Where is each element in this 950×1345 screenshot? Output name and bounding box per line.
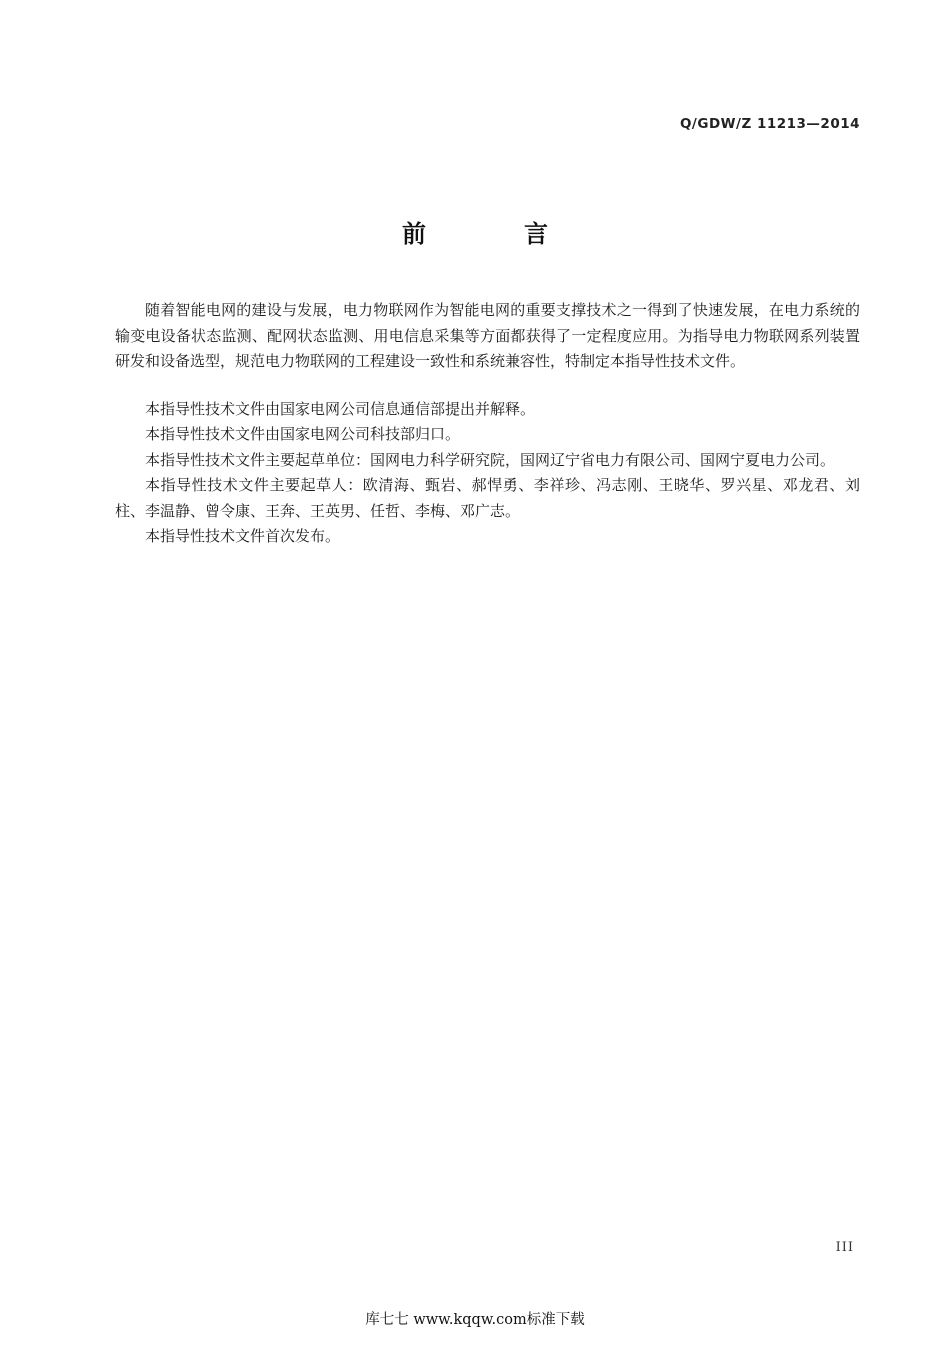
- paragraph-first-release: 本指导性技术文件首次发布。: [145, 527, 341, 545]
- paragraph-proposer: 本指导性技术文件由国家电网公司信息通信部提出并解释。: [145, 399, 536, 418]
- paragraph-administrator: 本指导性技术文件由国家电网公司科技部归口。: [145, 425, 461, 443]
- page-title: 前言: [402, 220, 646, 248]
- paragraph-intro: 随着智能电网的建设与发展，电力物联网作为智能电网的重要支撑技术之一得到了快速发展，在电力系统的输变电设备状态监测、配网状态监测、用电信息采集等方面都获得了一定程度应用。为指导电力物联网系列装置研发和设备选型，规范电力物联网的工程建设一致性和系统兼容性，特制定本指导性技术文件。: [115, 301, 860, 370]
- paragraph-drafting-units: 本指导性技术文件主要起草单位：国网电力科学研究院，国网辽宁省电力有限公司、国网宁夏电力公司。: [145, 450, 836, 469]
- footer-watermark: 库七七 www.kqqw.com标准下载: [365, 1312, 585, 1328]
- document-body: [115, 298, 860, 550]
- paragraph-drafters: 本指导性技术文件主要起草人：欧清海、甄岩、郝悍勇、李祥珍、冯志刚、王晓华、罗兴星、邓龙君、刘柱、李温静、曾令康、王奔、王英男、任哲、李梅、邓广志。: [115, 476, 860, 520]
- page-number: III: [835, 1240, 854, 1255]
- standard-code: Q/GDW/Z 11213—2014: [679, 116, 860, 132]
